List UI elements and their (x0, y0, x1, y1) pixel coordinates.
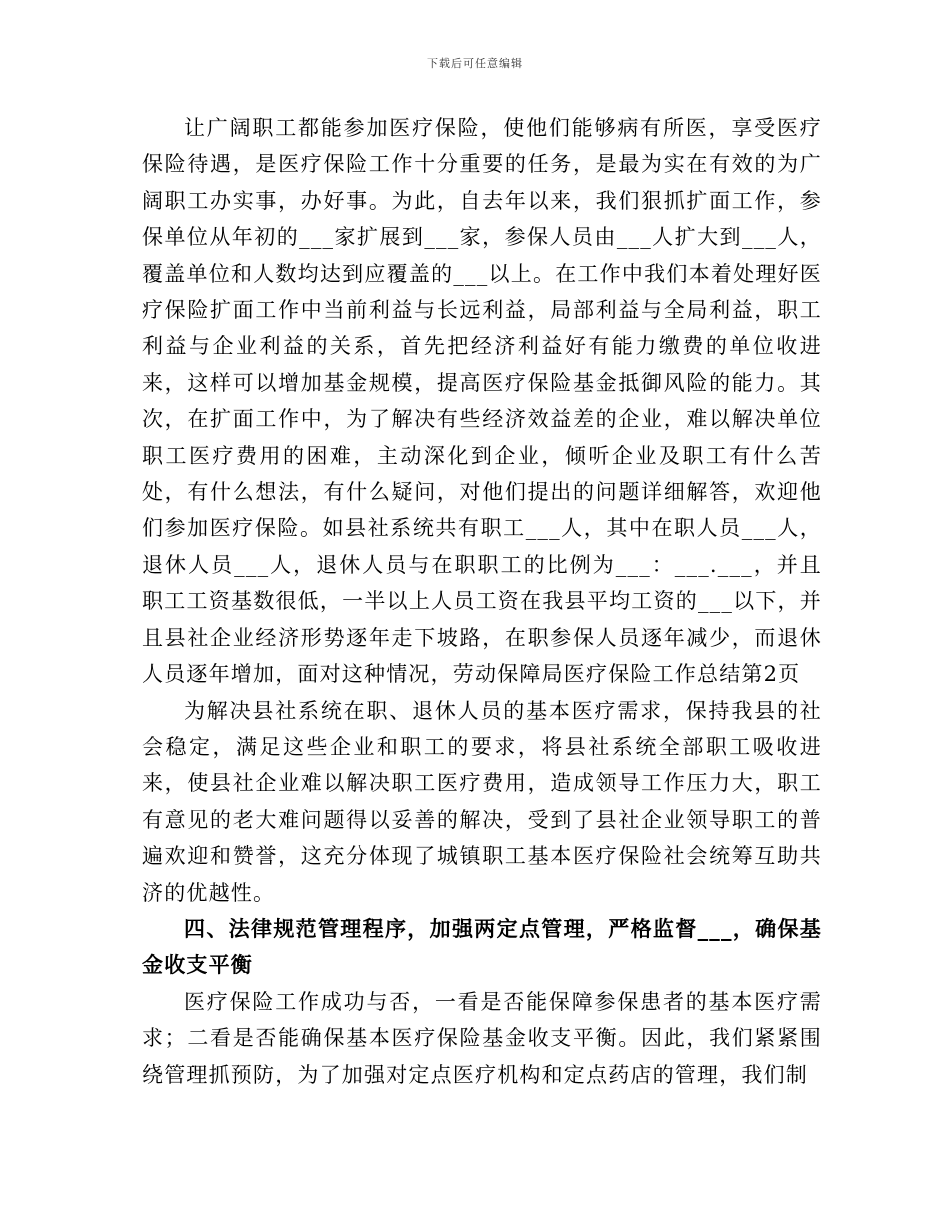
paragraph-county-cooperative: 为解决县社系统在职、退休人员的基本医疗需求，保持我县的社会稳定，满足这些企业和职工的要求，将县社系统全部职工吸收进来，使县社企业难以解决职工医疗费用，造成领导工作压力大，职工有意见的老大难问题得以妥善的解决，受到了县社企业领导职工的普遍欢迎和赞誉，这充分体现了城镇职工基本医疗保险社会统筹互助共济的优越性。 (142, 698, 822, 905)
paragraph-fund-balance: 医疗保险工作成功与否，一看是否能保障参保患者的基本医疗需求；二看是否能确保基本医疗保险基金收支平衡。因此，我们紧紧围绕管理抓预防，为了加强对定点医疗机构和定点药店的管理，我们制 (142, 989, 822, 1087)
section-heading-four: 四、法律规范管理程序，加强两定点管理，严格监督___，确保基金收支平衡 (142, 915, 822, 978)
paragraph-enrollment-expansion: 让广阔职工都能参加医疗保险，使他们能够病有所医，享受医疗保险待遇，是医疗保险工作十分重要的任务，是最为实在有效的为广阔职工办实事，办好事。为此，自去年以来，我们狠抓扩面工作，参保单位从年初的___家扩展到___家，参保人员由___人扩大到___人，覆盖单位和人数均达到应覆盖的___以上。在工作中我们本着处理好医疗保险扩面工作中当前利益与长远利益，局部利益与全局利益，职工利益与企业利益的关系，首先把经济利益好有能力缴费的单位收进来，这样可以增加基金规模，提高医疗保险基金抵御风险的能力。其次，在扩面工作中，为了解决有些经济效益差的企业，难以解决单位职工医疗费用的困难，主动深化到企业，倾听企业及职工有什么苦处，有什么想法，有什么疑问，对他们提出的问题详细解答，欢迎他们参加医疗保险。如县社系统共有职工___人，其中在职人员___人，退休人员___人，退休人员与在职职工的比例为___：___.___，并且职工工资基数很低，一半以上人员工资在我县平均工资的___以下，并且县社企业经济形势逐年走下坡路，在职参保人员逐年减少，而退休人员逐年增加，面对这种情况，劳动保障局医疗保险工作总结第2页 (142, 116, 822, 687)
document-body (142, 110, 822, 1093)
page-header-note: 下载后可任意编辑 (427, 57, 523, 70)
